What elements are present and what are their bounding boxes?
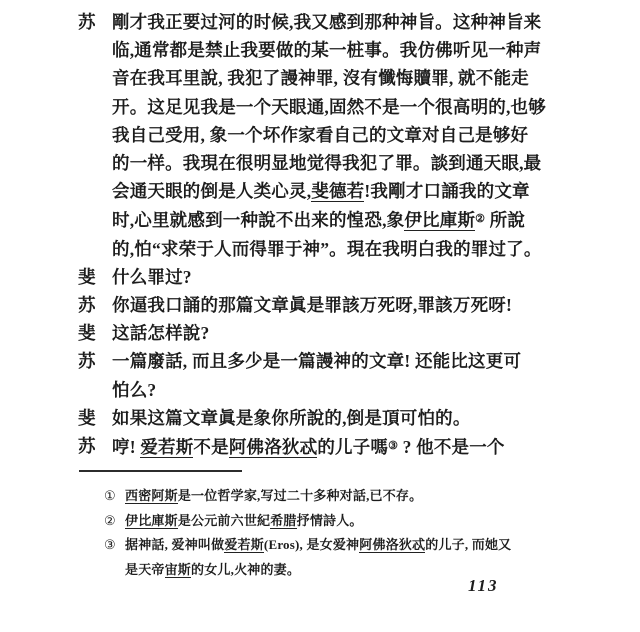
dialogue-text — [112, 319, 209, 347]
speaker-label: 苏 — [78, 12, 96, 32]
text-segment: 的,怕“求荣于人而得罪于神”。現在我明白我的罪过了。 — [112, 238, 542, 259]
dialogue-text — [112, 205, 525, 234]
footnote-marker-blank — [104, 558, 125, 583]
text-segment: 怕么? — [112, 379, 157, 400]
dialogue-text — [112, 291, 512, 319]
speaker-label — [78, 376, 112, 404]
dialogue-line — [0, 404, 640, 432]
dialogue-line — [0, 177, 640, 205]
text-segment: !我剛才口誦我的文章 — [364, 181, 530, 202]
proper-noun-eros: 爱若斯 — [224, 537, 264, 553]
speaker-label: 斐 — [78, 266, 96, 287]
dialogue-line — [0, 291, 640, 319]
dialogue-text — [112, 432, 505, 461]
footnote-line — [104, 533, 640, 558]
dialogue-line — [0, 8, 640, 36]
speaker-label — [78, 93, 112, 121]
footnote-text — [125, 533, 511, 558]
proper-noun-ibycus: 伊比庫斯 — [404, 210, 476, 231]
page-number: 113 — [468, 576, 499, 595]
speaker-label — [78, 64, 112, 92]
dialogue-line — [0, 93, 640, 121]
dialogue-line — [0, 36, 640, 64]
text-segment: 音在我耳里說, 我犯了謾神罪, 沒有懺悔贖罪, 就不能走 — [112, 68, 529, 89]
text-segment: 的一样。我現在很明显地觉得我犯了罪。談到通天眼,最 — [112, 153, 542, 174]
text-segment: 据神話, 爱神叫做 — [125, 537, 225, 553]
speaker-label — [78, 177, 112, 205]
text-segment: 我自己受用, 象一个坏作家看自己的文章对自己是够好 — [112, 124, 529, 145]
dialogue-text — [112, 121, 528, 149]
text-segment: 哼! — [112, 437, 141, 458]
text-segment: ? 他不是一个 — [398, 437, 505, 458]
footnotes — [0, 484, 640, 582]
proper-noun-aphrodite: 阿佛洛狄忒 — [228, 437, 318, 458]
text-segment: 是一位哲学家,写过二十多种对話,已不存。 — [177, 488, 423, 504]
proper-noun-ibycus: 伊比庫斯 — [125, 512, 178, 528]
text-segment: 的儿子嗎 — [317, 437, 389, 458]
speaker-label — [78, 149, 112, 177]
text-segment: 抒情詩人。 — [296, 512, 363, 528]
proper-noun-greece: 希腊 — [270, 512, 297, 528]
dialogue-text — [112, 376, 156, 404]
proper-noun-aphrodite: 阿佛洛狄忒 — [359, 537, 426, 553]
dialogue-text — [112, 347, 521, 375]
dialogue-line — [0, 205, 640, 234]
speaker-label: 苏 — [78, 295, 96, 316]
speaker-label — [78, 121, 112, 149]
dialogue-line — [0, 235, 640, 263]
footnote-line — [104, 558, 640, 583]
text-segment: (Eros), 是女爱神 — [263, 537, 360, 553]
speaker-label — [78, 205, 112, 234]
text-segment: 开。这足见我是一个天眼通,固然不是一个很高明的,也够 — [112, 96, 546, 117]
dialogue-text — [112, 8, 541, 36]
dialogue-text — [112, 64, 529, 92]
text-segment: 什么罪过? — [112, 266, 192, 287]
footnote-marker-2: ② — [104, 512, 116, 528]
text-segment: 临,通常都是禁止我要做的某一桩事。我仿佛听见一种声 — [112, 40, 542, 61]
dialogue-text — [112, 177, 530, 205]
proper-noun-simmias: 西密阿斯 — [125, 488, 178, 504]
speaker-label: 苏 — [78, 436, 96, 457]
dialogue-text — [112, 404, 471, 432]
proper-noun-phaedrus: 斐德若 — [311, 181, 365, 202]
dialogue-text — [112, 36, 541, 64]
proper-noun-eros: 爱若斯 — [140, 437, 194, 458]
dialogue-line — [0, 263, 640, 291]
footnote-line — [104, 509, 640, 534]
footnote-text — [125, 509, 363, 534]
text-segment: 是天帝 — [125, 561, 165, 577]
speaker-label — [78, 235, 112, 263]
footnote-separator — [79, 470, 242, 472]
footnote-text — [125, 484, 422, 509]
dialogue-text — [112, 93, 546, 121]
speaker-label: 斐 — [78, 323, 96, 344]
speaker-label — [78, 36, 112, 64]
text-segment: 是公元前六世紀 — [177, 512, 271, 528]
footnote-line — [104, 484, 640, 509]
footnote-text — [125, 558, 300, 583]
text-segment: 不是 — [193, 437, 229, 458]
dialogue-text — [112, 235, 542, 263]
dialogue-text — [112, 263, 192, 291]
footnote-marker-1: ① — [104, 488, 116, 504]
text-segment: 你逼我口誦的那篇文章眞是罪該万死呀,罪該万死呀! — [112, 295, 513, 316]
text-segment: 如果这篇文章眞是象你所說的,倒是頂可怕的。 — [112, 407, 471, 428]
text-segment: 所說 — [485, 210, 526, 231]
text-segment: 剛才我正要过河的时候,我又感到那种神旨。这种神旨来 — [112, 12, 542, 32]
dialogue-text — [112, 149, 541, 177]
dialogue-line — [0, 149, 640, 177]
speaker-label: 苏 — [78, 351, 96, 372]
dialogue-line — [0, 376, 640, 404]
proper-noun-zeus: 宙斯 — [164, 561, 192, 577]
dialogue-line — [0, 319, 640, 347]
text-segment: 的儿子, 而她又 — [425, 537, 512, 553]
dialogue-line — [0, 347, 640, 375]
text-segment: 会通天眼的倒是人类心灵, — [112, 181, 312, 202]
footnote-ref-2: ② — [475, 213, 486, 226]
dialogue-line — [0, 432, 640, 461]
dialogue-line — [0, 121, 640, 149]
footnote-marker-3: ③ — [104, 537, 116, 553]
text-segment: 这話怎样說? — [112, 323, 210, 344]
dialogue-line — [0, 64, 640, 92]
text-segment: 一篇廢話, 而且多少是一篇謾神的文章! 还能比这更可 — [112, 351, 522, 372]
text-segment: 的女儿,火神的妻。 — [191, 561, 301, 577]
footnote-ref-3: ③ — [388, 440, 399, 453]
speaker-label: 斐 — [78, 407, 96, 428]
text-segment: 时,心里就感到一种說不出来的惶恐,象 — [112, 210, 405, 231]
